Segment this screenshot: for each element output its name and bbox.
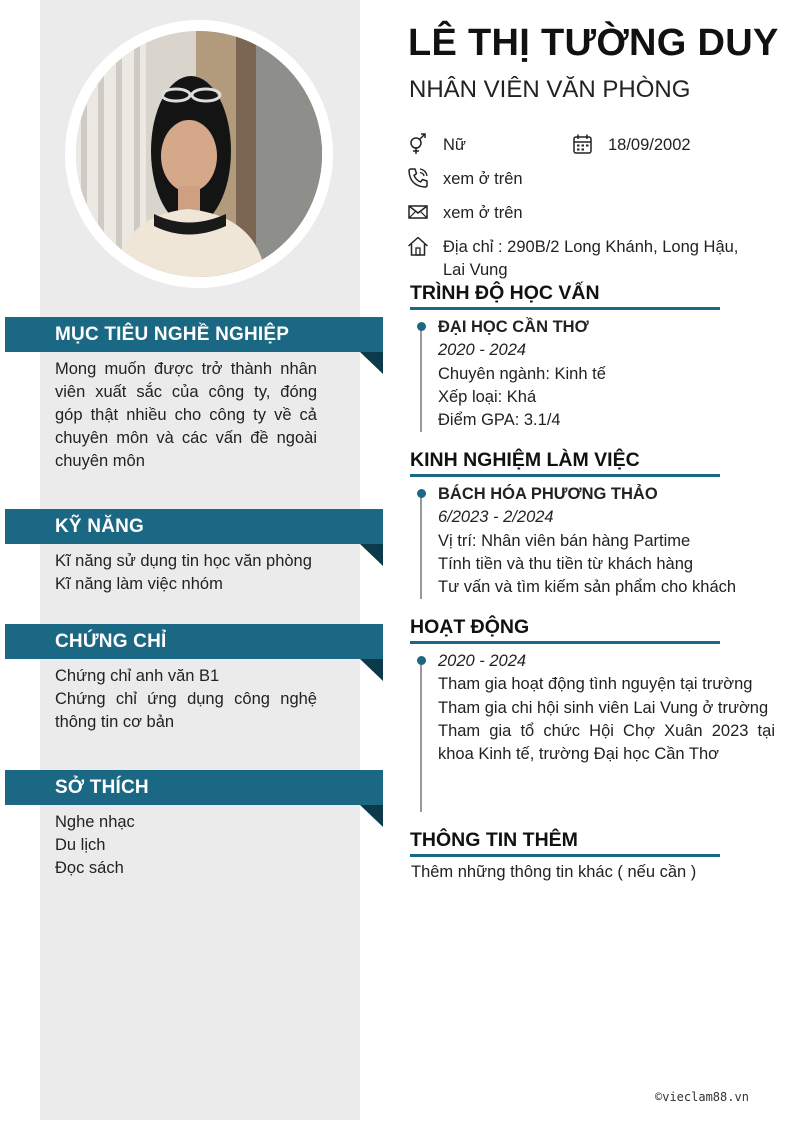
timeline-dot	[417, 656, 426, 665]
additional-header: THÔNG TIN THÊM	[410, 829, 720, 857]
objective-text: Mong muốn được trở thành nhân viên xuất sắc của công ty, đóng góp thật nhiều cho công ty về cả chuyên môn và các vấn đề ngoài chuyên môn	[55, 360, 317, 470]
job-title: NHÂN VIÊN VĂN PHÒNG	[409, 76, 691, 103]
education-entry	[438, 316, 775, 432]
address-value	[443, 236, 783, 282]
activities-header: HOẠT ĐỘNG	[410, 616, 720, 644]
address-line: Lai Vung	[443, 261, 508, 279]
certificate-item: Chứng chỉ anh văn B1	[55, 667, 220, 685]
hobbies-header: SỞ THÍCH	[5, 770, 383, 805]
address-line: Địa chỉ : 290B/2 Long Khánh, Long Hậu,	[443, 238, 739, 256]
hobbies-header-fold	[360, 805, 383, 827]
certificates-header: CHỨNG CHỈ	[5, 624, 383, 659]
avatar	[76, 31, 322, 277]
hobby-item: Nghe nhạc	[55, 813, 135, 831]
hobby-item: Du lịch	[55, 836, 106, 854]
education-period: 2020 - 2024	[438, 341, 527, 360]
timeline-line	[420, 495, 422, 599]
experience-header: KINH NGHIỆM LÀM VIỆC	[410, 449, 720, 477]
experience-duty: Tính tiền và thu tiền từ khách hàng	[438, 554, 694, 573]
activities-period: 2020 - 2024	[438, 652, 527, 670]
education-gpa: Điểm GPA: 3.1/4	[438, 411, 561, 430]
avatar-frame	[65, 20, 333, 288]
activity-item: Tham gia tổ chức Hội Chợ Xuân 2023 tại khoa Kinh tế, trường Đại học Cần Thơ	[438, 721, 775, 764]
education-major: Chuyên ngành: Kinh tế	[438, 364, 606, 383]
skills-header: KỸ NĂNG	[5, 509, 383, 544]
timeline-line	[420, 328, 422, 432]
education-header: TRÌNH ĐỘ HỌC VẤN	[410, 282, 720, 310]
hobbies-list	[55, 811, 317, 880]
email-icon	[407, 201, 429, 223]
education-rank: Xếp loại: Khá	[438, 387, 537, 406]
home-icon	[407, 235, 429, 257]
birthday-value: 18/09/2002	[608, 136, 691, 154]
certificates-header-fold	[360, 659, 383, 681]
phone-icon	[407, 167, 429, 189]
hobby-item: Đọc sách	[55, 859, 124, 877]
timeline-line	[420, 662, 422, 812]
objective-header-fold	[360, 352, 383, 374]
certificate-item: Chứng chỉ ứng dụng công nghệ thông tin cơ bản	[55, 690, 317, 731]
skill-item: Kĩ năng sử dụng tin học văn phòng	[55, 552, 312, 570]
skill-item: Kĩ năng làm việc nhóm	[55, 575, 223, 593]
gender-value: Nữ	[443, 136, 466, 154]
candidate-name: LÊ THỊ TƯỜNG DUY	[408, 22, 779, 64]
experience-entry	[438, 483, 775, 599]
experience-duty: Tư vấn và tìm kiếm sản phẩm cho khách	[438, 578, 737, 597]
email-value: xem ở trên	[443, 204, 523, 222]
additional-text: Thêm những thông tin khác ( nếu cần )	[411, 863, 697, 881]
profile-photo	[76, 31, 322, 277]
skills-list	[55, 550, 317, 596]
timeline-dot	[417, 322, 426, 331]
skills-header-fold	[360, 544, 383, 566]
activity-item: Tham gia hoạt động tình nguyện tại trường	[438, 675, 753, 694]
objective-header: MỤC TIÊU NGHỀ NGHIỆP	[5, 317, 383, 352]
school-name: ĐẠI HỌC CẦN THƠ	[438, 318, 589, 336]
certificates-list	[55, 665, 317, 734]
phone-value: xem ở trên	[443, 170, 523, 188]
activities-entry	[438, 650, 775, 766]
watermark: ©vieclam88.vn	[655, 1090, 749, 1104]
experience-position: Vị trí: Nhân viên bán hàng Partime	[438, 531, 691, 550]
experience-period: 6/2023 - 2/2024	[438, 508, 554, 527]
calendar-icon	[572, 133, 594, 155]
gender-icon	[407, 133, 429, 155]
company-name: BÁCH HÓA PHƯƠNG THẢO	[438, 485, 658, 503]
activity-item: Tham gia chi hội sinh viên Lai Vung ở trường	[438, 698, 769, 717]
timeline-dot	[417, 489, 426, 498]
